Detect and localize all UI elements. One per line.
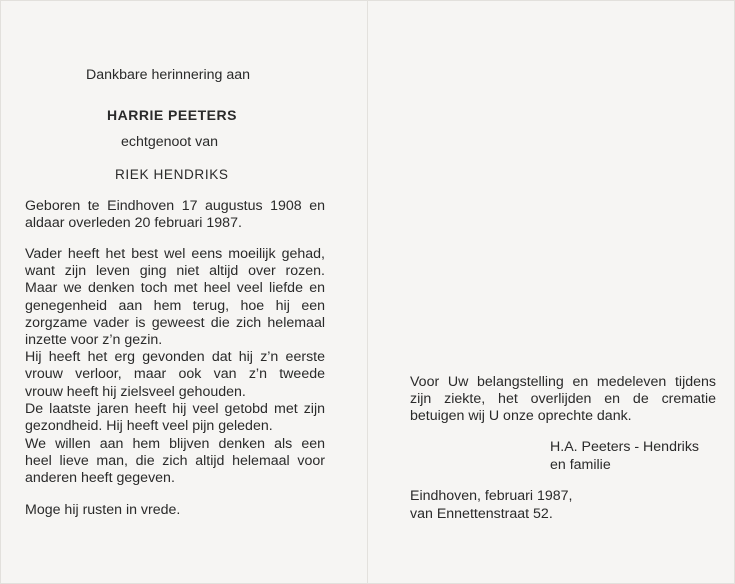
left-page bbox=[0, 0, 367, 584]
birth-death-paragraph bbox=[25, 198, 325, 232]
deceased-name: HARRIE PEETERS bbox=[107, 107, 237, 123]
text-line: Voor Uw belangstelling en medeleven tijdens bbox=[410, 374, 716, 390]
text-line: Moge hij rusten in vrede. bbox=[25, 502, 181, 518]
text-line: betuigen wij U onze oprechte dank. bbox=[410, 408, 632, 425]
thanks-paragraph bbox=[410, 374, 716, 426]
text-line: Maar we denken toch met heel veel liefde en bbox=[25, 280, 325, 297]
text-line: Vader heeft het best wel eens moeilijk gehad, bbox=[25, 246, 325, 262]
text-line: vrouw verloor, maar ook van z’n tweede bbox=[25, 366, 325, 383]
text-line: zorgzame vader is geweest die zich helemaal bbox=[25, 314, 325, 331]
remembrance-paragraph bbox=[25, 436, 325, 488]
relation-text: echtgenoot van bbox=[121, 134, 219, 150]
place-date: Eindhoven, februari 1987, bbox=[410, 488, 573, 504]
text-line: zijn ziekte, het overlijden en de crematie bbox=[410, 391, 716, 408]
place-date-block bbox=[410, 487, 572, 523]
card-heading: Dankbare herinnering aan bbox=[86, 67, 251, 83]
closing-line bbox=[25, 502, 325, 519]
spouse-name: RIEK HENDRIKS bbox=[115, 167, 229, 182]
text-line: We willen aan hem blijven denken als een bbox=[25, 436, 325, 452]
text-line: Hij heeft het erg gevonden dat hij z’n eerste bbox=[25, 349, 325, 366]
signature-name: H.A. Peeters - Hendriks bbox=[550, 439, 700, 455]
text-line: Geboren te Eindhoven 17 augustus 1908 en bbox=[25, 198, 325, 214]
address: van Ennettenstraat 52. bbox=[410, 506, 553, 522]
text-line: anderen heeft gegeven. bbox=[25, 470, 175, 487]
text-line: inzette voor z’n gezin. bbox=[25, 332, 163, 349]
text-line: aldaar overleden 20 februari 1987. bbox=[25, 215, 242, 232]
text-line: vrouw heeft hij zielsveel gehouden. bbox=[25, 383, 246, 400]
text-line: De laatste jaren heeft hij veel getobd met zijn bbox=[25, 400, 325, 417]
right-page bbox=[368, 0, 735, 584]
text-line: gezondheid. Hij heeft veel pijn geleden. bbox=[25, 418, 273, 435]
text-line: want zijn leven ging niet altijd over rozen. bbox=[25, 263, 325, 280]
life-paragraph bbox=[25, 246, 325, 435]
text-line: genegenheid aan hem terug, hoe hij een bbox=[25, 297, 325, 314]
signature-block bbox=[550, 438, 699, 474]
signature-sub: en familie bbox=[550, 457, 611, 473]
text-line: heel lieve man, die zich altijd helemaal voor bbox=[25, 453, 325, 470]
